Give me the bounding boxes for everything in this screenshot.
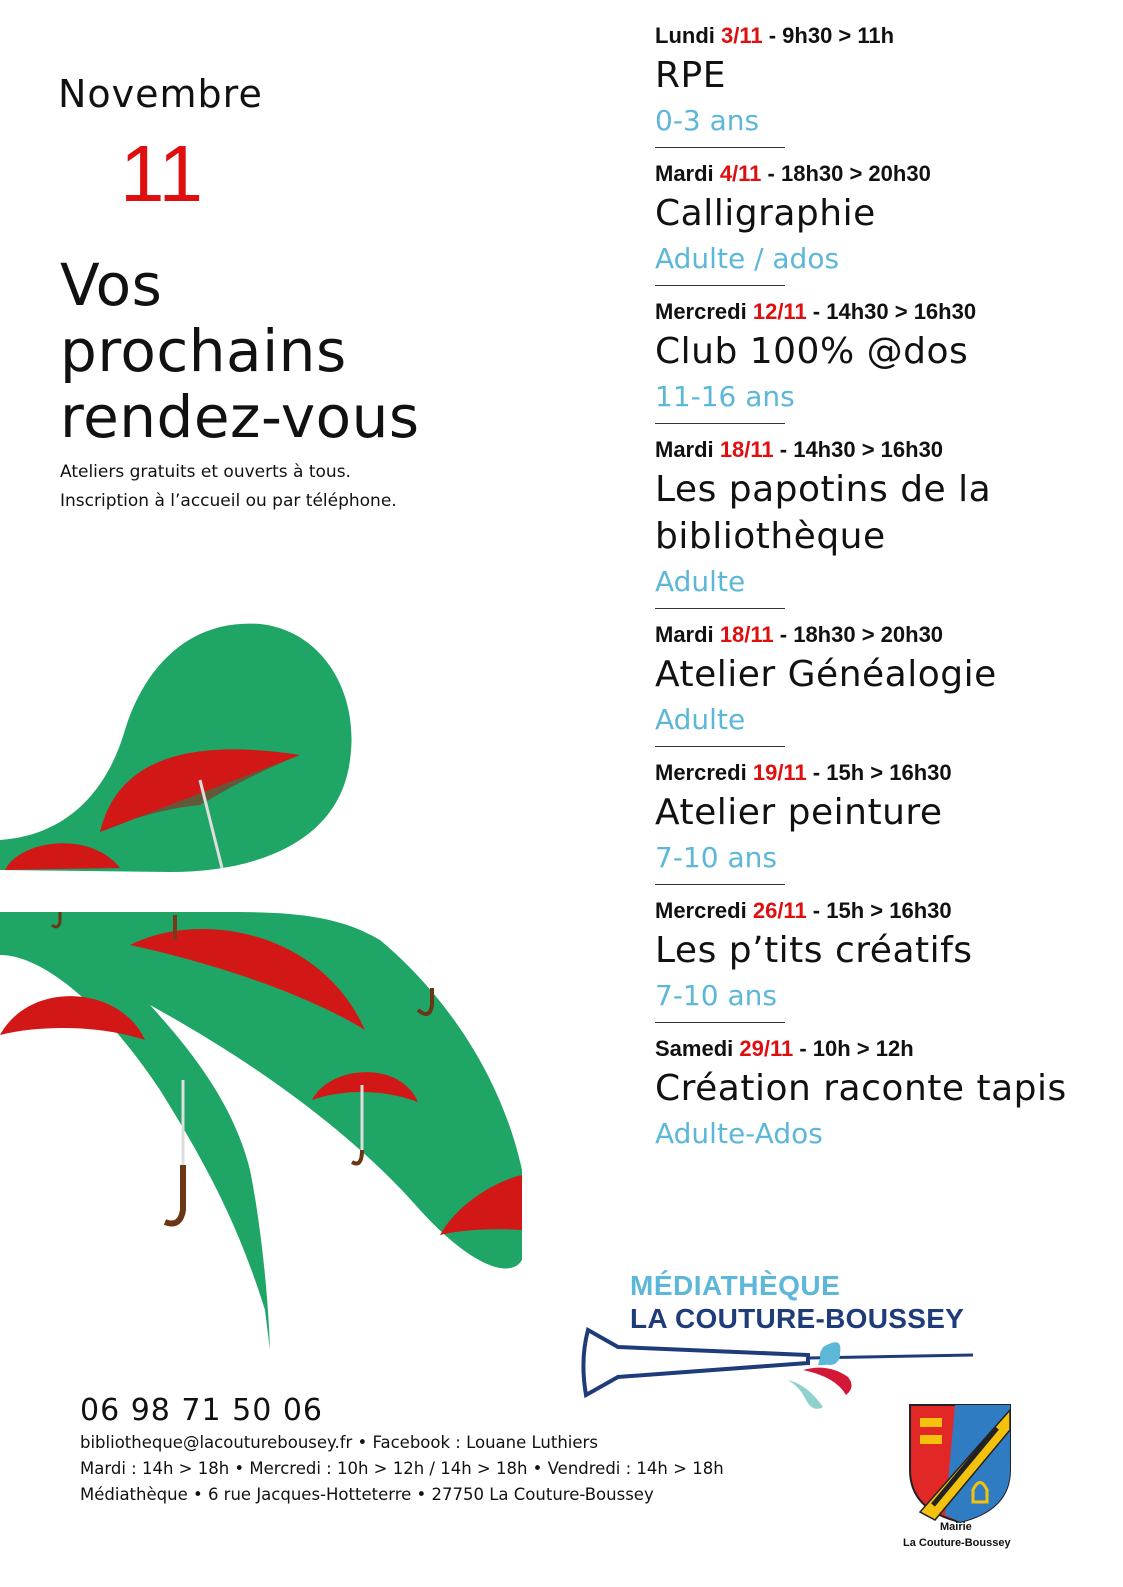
event-item	[655, 1033, 1115, 1156]
address: Médiathèque • 6 rue Jacques-Hotteterre • 27750 La Couture-Boussey	[80, 1485, 654, 1504]
event-item	[655, 895, 1115, 1023]
event-item	[655, 296, 1115, 424]
event-divider	[655, 746, 785, 747]
event-audience: 11-16 ans	[655, 380, 795, 413]
event-divider	[655, 147, 785, 148]
mediatheque-logo-line-2: LA COUTURE-BOUSSEY	[630, 1303, 965, 1334]
event-divider	[655, 608, 785, 609]
event-title: RPE	[655, 55, 726, 96]
event-divider	[655, 884, 785, 885]
event-datetime	[655, 895, 1115, 927]
mairie-label: Mairie	[940, 1521, 972, 1533]
event-time: - 14h30 > 16h30	[806, 299, 977, 324]
event-item	[655, 619, 1115, 747]
event-weekday: Mercredi	[655, 760, 747, 785]
event-item	[655, 20, 1115, 148]
event-datetime	[655, 619, 1115, 651]
page-title-line-2: prochains	[60, 317, 347, 385]
event-time: - 9h30 > 11h	[762, 23, 895, 48]
mairie-town-label: La Couture-Boussey	[903, 1537, 1011, 1549]
event-datetime	[655, 757, 1115, 789]
month-label: Novembre	[58, 72, 263, 116]
month-number: 11	[120, 129, 204, 218]
event-weekday: Mardi	[655, 622, 714, 647]
event-audience: 0-3 ans	[655, 104, 760, 137]
event-datetime	[655, 1033, 1115, 1065]
event-time: - 18h30 > 20h30	[773, 622, 944, 647]
event-title: Club 100% @dos	[655, 331, 969, 372]
phone-number: 06 98 71 50 06	[80, 1393, 324, 1428]
event-title: Atelier peinture	[655, 792, 943, 833]
event-date: 26/11	[752, 898, 807, 923]
event-divider	[655, 423, 785, 424]
event-time: - 15h > 16h30	[806, 898, 952, 923]
umbrella-illustration	[0, 610, 560, 1370]
event-date: 3/11	[721, 23, 763, 48]
event-item	[655, 434, 1115, 609]
event-weekday: Mardi	[655, 437, 714, 462]
event-title: Les p’tits créatifs	[655, 930, 973, 971]
event-time: - 18h30 > 20h30	[761, 161, 931, 186]
event-divider	[655, 285, 785, 286]
coat-of-arms-icon	[905, 1400, 1015, 1525]
event-time: - 15h > 16h30	[806, 760, 952, 785]
event-weekday: Mercredi	[655, 898, 747, 923]
event-divider	[655, 1022, 785, 1023]
event-title: Calligraphie	[655, 193, 876, 234]
intro-line-free: Ateliers gratuits et ouverts à tous.	[60, 462, 351, 482]
event-audience: Adulte	[655, 703, 746, 736]
event-item	[655, 158, 1115, 286]
event-title: Création raconte tapis	[655, 1068, 1067, 1109]
page-title	[60, 252, 420, 450]
event-date: 4/11	[719, 161, 762, 186]
event-weekday: Mardi	[655, 161, 714, 186]
event-date: 29/11	[739, 1036, 794, 1061]
event-audience: Adulte-Ados	[655, 1117, 823, 1150]
event-datetime	[655, 20, 1115, 52]
event-title: Les papotins de la	[655, 469, 992, 510]
event-weekday: Lundi	[655, 23, 715, 48]
contact-line: bibliotheque@lacouturebousey.fr • Facebook : Louane Luthiers	[80, 1433, 598, 1452]
page-title-line-1: Vos	[60, 251, 163, 319]
event-audience: Adulte / ados	[655, 242, 840, 275]
event-date: 18/11	[719, 437, 774, 462]
intro-line-registration: Inscription à l’accueil ou par téléphone.	[60, 491, 397, 511]
event-audience: 7-10 ans	[655, 841, 777, 874]
event-title-line-2: bibliothèque	[655, 516, 886, 557]
event-date: 12/11	[752, 299, 807, 324]
opening-hours: Mardi : 14h > 18h • Mercredi : 10h > 12h / 14h > 18h • Vendredi : 14h > 18h	[80, 1459, 724, 1478]
event-date: 18/11	[719, 622, 774, 647]
event-weekday: Mercredi	[655, 299, 747, 324]
event-time: - 10h > 12h	[793, 1036, 914, 1061]
event-item	[655, 757, 1115, 885]
event-title: Atelier Généalogie	[655, 654, 997, 695]
event-datetime	[655, 296, 1115, 328]
event-datetime	[655, 158, 1115, 190]
event-audience: Adulte	[655, 565, 746, 598]
events-list	[655, 20, 1115, 1156]
intro-text	[60, 458, 397, 516]
page-title-line-3: rendez-vous	[60, 383, 420, 451]
event-weekday: Samedi	[655, 1036, 734, 1061]
event-time: - 14h30 > 16h30	[773, 437, 944, 462]
event-date: 19/11	[752, 760, 807, 785]
event-audience: 7-10 ans	[655, 979, 777, 1012]
mediatheque-logo-line-1: MÉDIATHÈQUE	[630, 1270, 841, 1301]
green-shape-upper	[0, 624, 352, 872]
event-datetime	[655, 434, 1115, 466]
